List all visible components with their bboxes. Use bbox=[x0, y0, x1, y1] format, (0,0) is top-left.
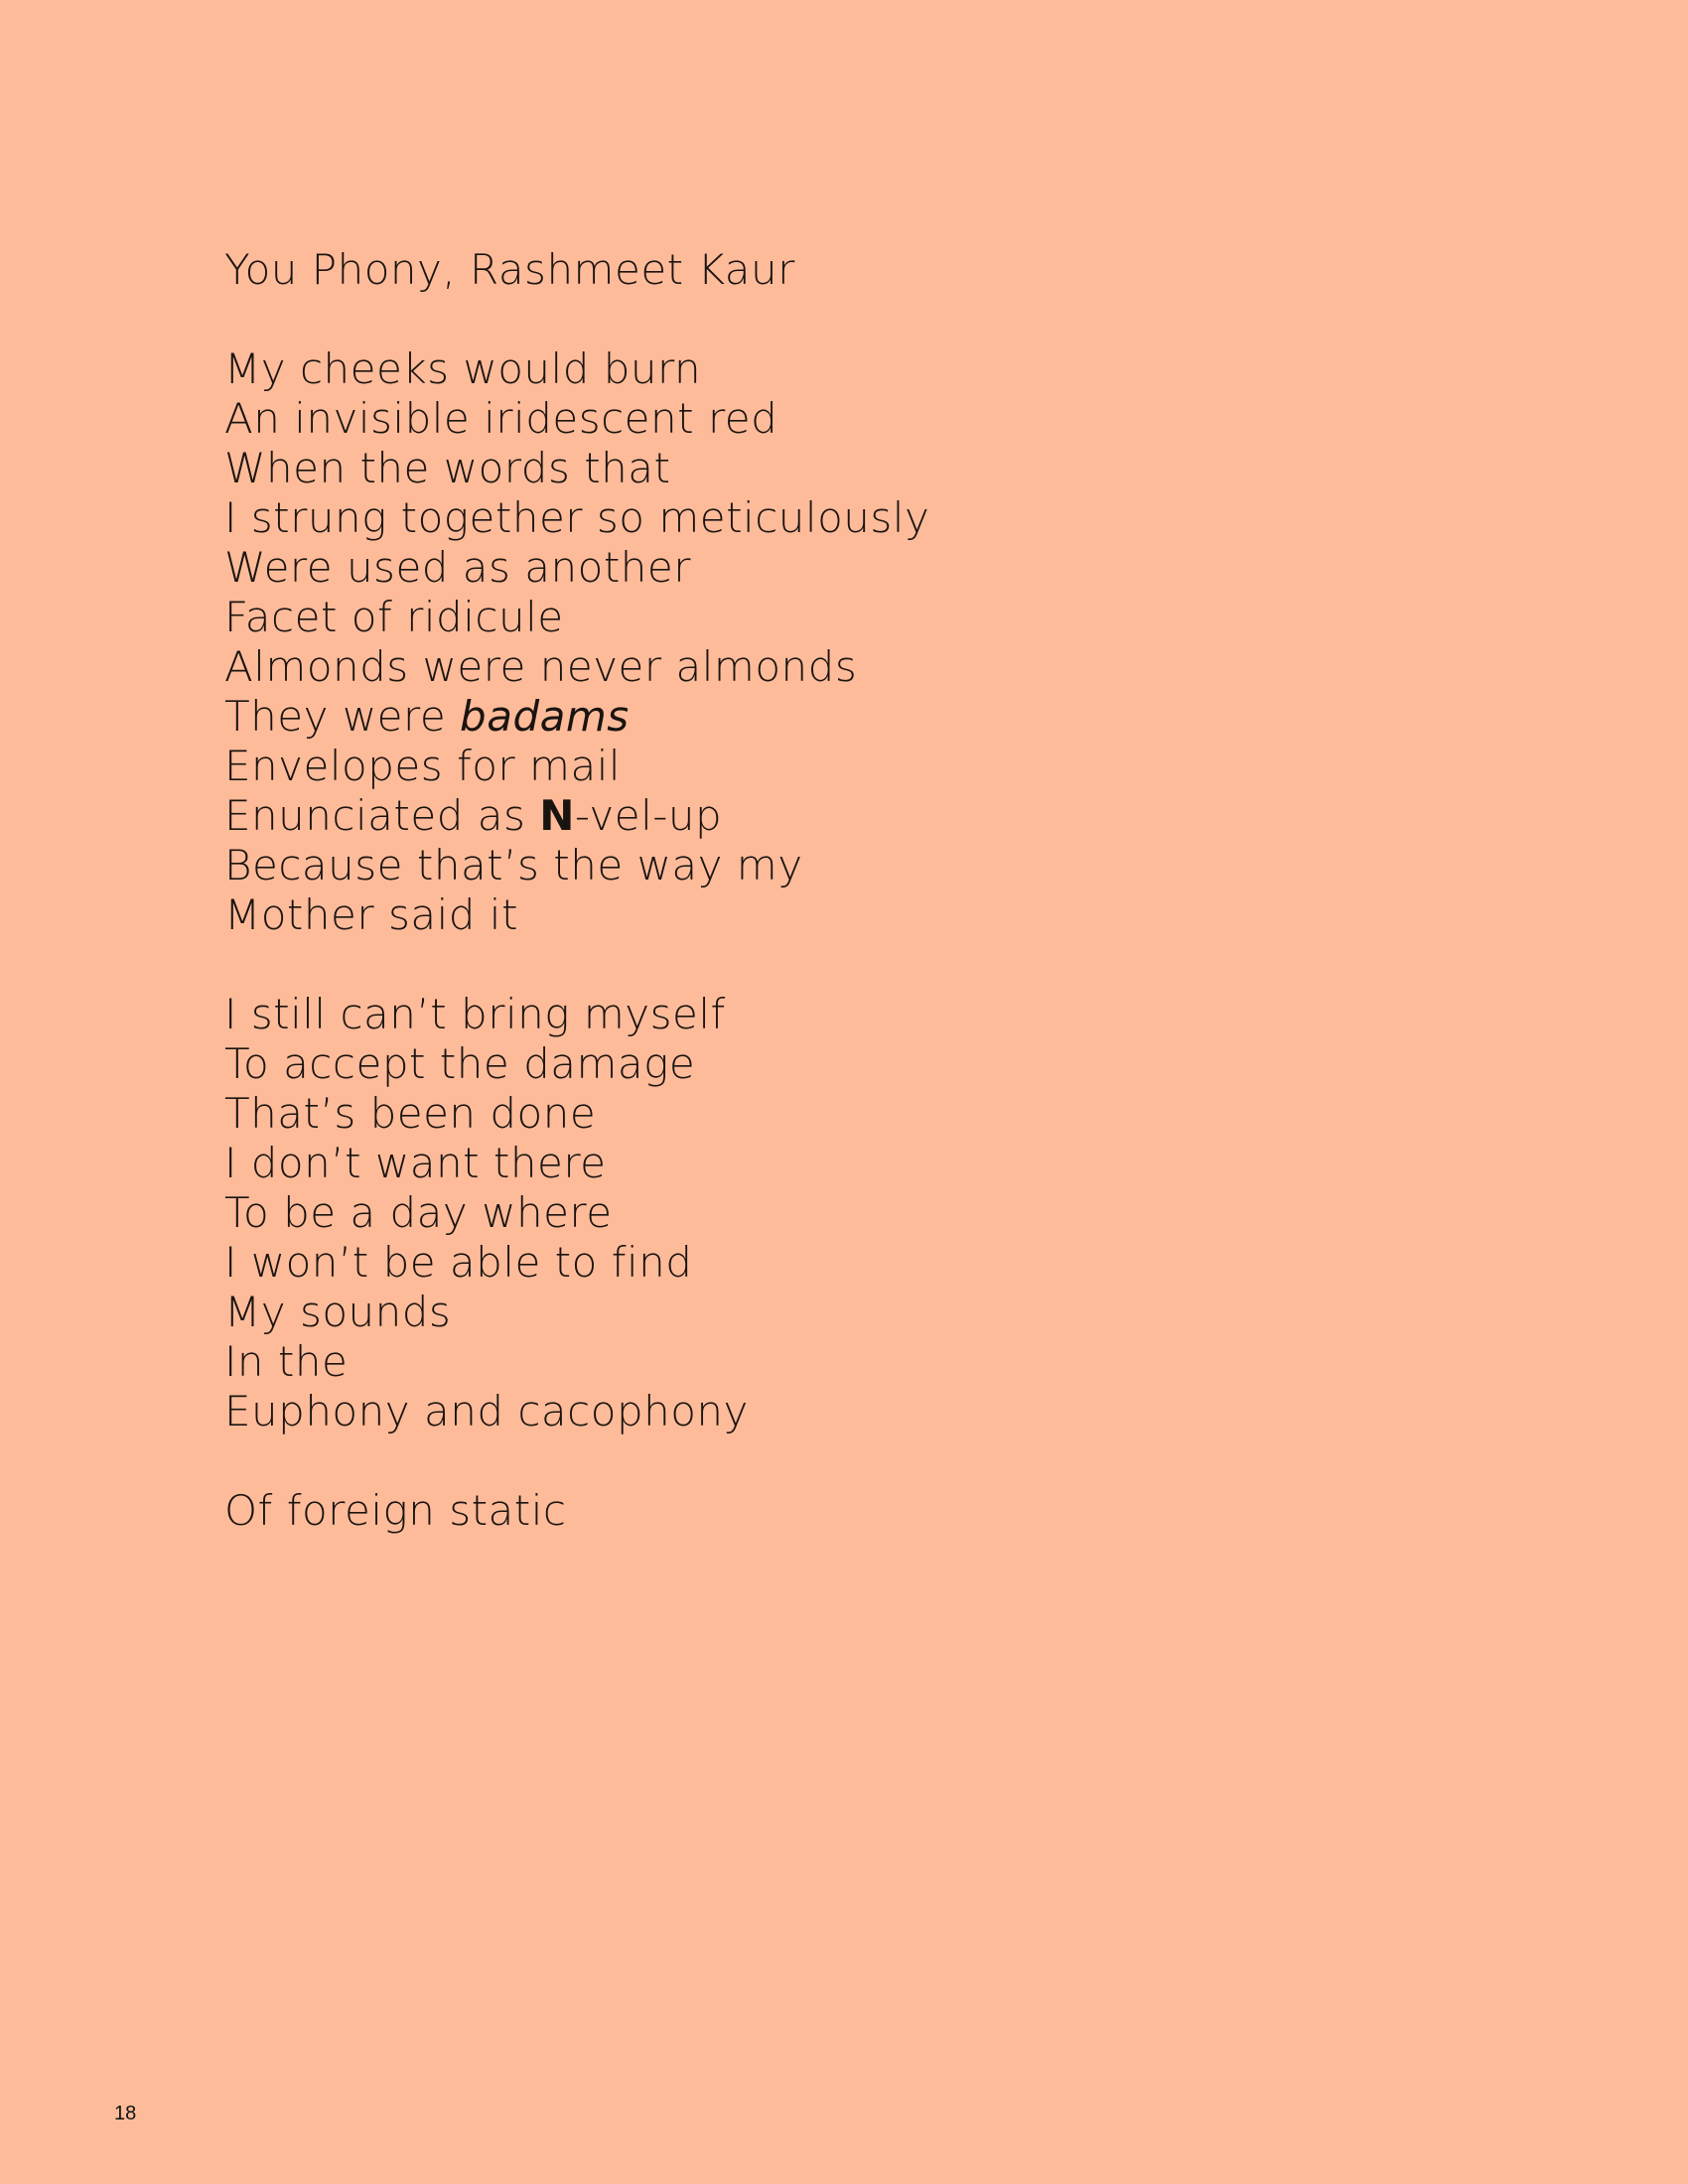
italic-word: badams bbox=[460, 692, 630, 741]
poem-line: Mother said it bbox=[224, 890, 518, 939]
poem-line-enunciated bbox=[224, 791, 1515, 841]
poem bbox=[224, 245, 1515, 1536]
poem-line: My cheeks would burn bbox=[224, 344, 702, 393]
poem-line: Almonds were never almonds bbox=[224, 642, 858, 691]
poem-line: An invisible iridescent red bbox=[224, 394, 778, 443]
stanza-gap bbox=[224, 940, 1515, 990]
poem-line: Euphony and cacophony bbox=[224, 1387, 749, 1435]
page-number: 18 bbox=[114, 2103, 137, 2124]
poem-line: I strung together so meticulously bbox=[224, 493, 930, 542]
poem-line: When the words that bbox=[224, 444, 671, 492]
stanza-gap bbox=[224, 295, 1515, 344]
poem-title: You Phony, Rashmeet Kaur bbox=[224, 245, 795, 294]
poem-line: I still can’t bring myself bbox=[224, 990, 726, 1038]
bold-letter: N bbox=[539, 791, 575, 840]
poem-line: To be a day where bbox=[224, 1188, 613, 1237]
poem-line-badams bbox=[224, 692, 1515, 742]
poem-final-line: Of foreign static bbox=[224, 1486, 567, 1535]
poem-line: Facet of ridicule bbox=[224, 593, 564, 641]
stanza-gap bbox=[224, 1436, 1515, 1486]
line-prefix: Enunciated as bbox=[224, 791, 540, 840]
poem-line: Because that’s the way my bbox=[224, 841, 803, 889]
poem-line: Were used as another bbox=[224, 543, 692, 592]
poem-line: In the bbox=[224, 1337, 349, 1386]
poem-line: To accept the damage bbox=[224, 1039, 696, 1088]
poem-line: My sounds bbox=[224, 1288, 452, 1336]
line-prefix: They were bbox=[224, 692, 461, 741]
poem-line: Envelopes for mail bbox=[224, 742, 622, 790]
poem-line: I don’t want there bbox=[224, 1139, 607, 1187]
poem-line: That’s been done bbox=[224, 1089, 597, 1138]
poem-line: I won’t be able to find bbox=[224, 1238, 693, 1287]
line-suffix: -vel-up bbox=[574, 791, 723, 840]
